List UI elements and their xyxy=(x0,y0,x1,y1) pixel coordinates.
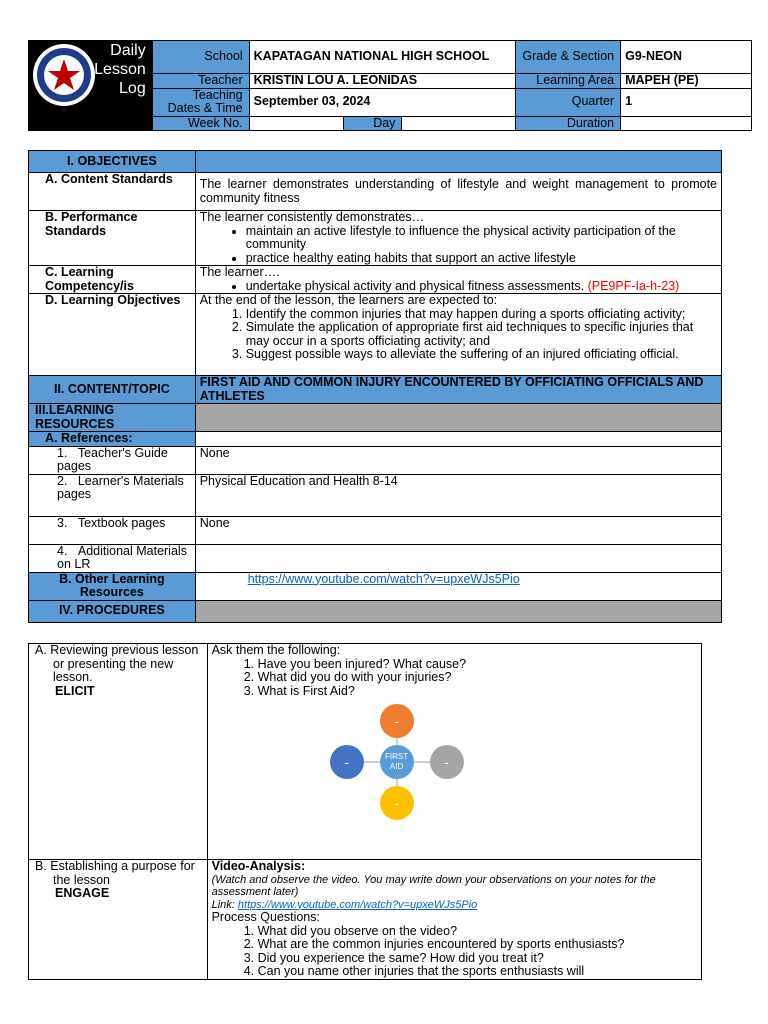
teachers-guide-value: None xyxy=(195,446,721,474)
list-item: 2. What did you do with your injuries? xyxy=(258,671,697,685)
list-item: • undertake physical activity and physical fitness assessments. (PE9PF-Ia-h-23) xyxy=(246,280,717,294)
content-topic-text: FIRST AID AND COMMON INJURY ENCOUNTERED BY OFFICIATING OFFICIALS AND ATHLETES xyxy=(195,376,721,404)
list-item: 1. Identify the common injuries that may happen during a sports officiating activity; xyxy=(246,308,717,322)
header-table xyxy=(28,40,752,131)
duration-value xyxy=(621,116,752,131)
teacher-value: KRISTIN LOU A. LEONIDAS xyxy=(249,74,516,89)
list-item: 3. What is First Aid? xyxy=(258,685,697,699)
dates-label: Teaching Dates & Time xyxy=(152,88,249,116)
competency-code: (PE9PF-Ia-h-23) xyxy=(587,278,680,293)
textbook-value: None xyxy=(195,516,721,544)
school-value: KAPATAGAN NATIONAL HIGH SCHOOL xyxy=(249,41,516,74)
day-label: Day xyxy=(344,116,402,131)
procedure-a-label: A. Reviewing previous lesson or presenting the new lesson. ELICIT xyxy=(29,644,208,860)
learning-objectives-text: At the end of the lesson, the learners are expected to: 1. Identify the common injuries that may happen during a sports officiating activity; 2. Simulate the application of appropriate first aid techniques to specific injuries that may occur in a sports officiating activity; and 3. Suggest possible ways to alleviate the suffering of an injured officiating official. xyxy=(195,294,721,376)
list-item: 3. Suggest possible ways to alleviate the suffering of an injured officiating official. xyxy=(246,348,717,362)
list-item: 1. Have you been injured? What cause? xyxy=(258,658,697,672)
learning-resources-label: III.LEARNING RESOURCES xyxy=(29,404,196,432)
other-resources-label: B. Other Learning Resources xyxy=(29,572,196,600)
first-aid-diagram xyxy=(212,704,697,814)
list-item: 2. Simulate the application of appropriate first aid techniques to specific injuries that may occur in a sports officiating activity; and xyxy=(246,321,717,348)
diagram-node-bottom: - xyxy=(380,786,414,820)
content-standards-text: The learner demonstrates understanding of lifestyle and weight management to promote community fitness xyxy=(195,173,721,211)
content-standards-label: A. Content Standards xyxy=(29,173,196,211)
day-value xyxy=(402,116,516,131)
area-value: MAPEH (PE) xyxy=(621,74,752,89)
textbook-label: 3. Textbook pages xyxy=(29,516,196,544)
engage-phase: ENGAGE xyxy=(55,886,110,900)
video-instructions: (Watch and observe the video. You may write down your observations on your notes for the assessment later) xyxy=(211,873,656,898)
list-item: 3. Did you experience the same? How did you treat it? xyxy=(258,952,697,966)
duration-label: Duration xyxy=(516,116,621,131)
quarter-label: Quarter xyxy=(516,88,621,116)
learners-materials-value: Physical Education and Health 8-14 xyxy=(195,474,721,516)
list-item: 2. What are the common injuries encountered by sports enthusiasts? xyxy=(258,938,697,952)
grade-label: Grade & Section xyxy=(516,41,621,74)
area-label: Learning Area xyxy=(516,74,621,89)
grade-value: G9-NEON xyxy=(621,41,752,74)
process-questions-label: Process Questions: xyxy=(211,910,320,924)
learning-objectives-label: D. Learning Objectives xyxy=(29,294,196,376)
diagram-node-center: FIRST AID xyxy=(380,745,414,779)
video-analysis-title: Video-Analysis: xyxy=(211,859,306,873)
procedures-heading: IV. PROCEDURES xyxy=(29,600,196,622)
dates-value: September 03, 2024 xyxy=(249,88,516,116)
content-topic-label: II. CONTENT/TOPIC xyxy=(29,376,196,404)
video-link-line: Link: https://www.youtube.com/watch?v=upxeWJs5Pio xyxy=(211,898,478,911)
deped-seal-icon xyxy=(32,43,96,107)
list-item: • practice healthy eating habits that support an active lifestyle xyxy=(246,252,717,266)
diagram-node-right: - xyxy=(430,745,464,779)
diagram-node-left: - xyxy=(330,745,364,779)
week-label: Week No. xyxy=(152,116,249,131)
list-item: 1. What did you observe on the video? xyxy=(258,925,697,939)
procedures-table xyxy=(28,643,702,980)
deped-logo-block xyxy=(29,41,153,117)
list-item: 4. Can you name other injuries that the sports enthusiasts will xyxy=(258,965,697,979)
performance-standards-label: B. Performance Standards xyxy=(29,211,196,266)
performance-standards-text: The learner consistently demonstrates… • maintain an active lifestyle to influence the physical activity participation of the community • practice healthy eating habits that support an active lifestyle xyxy=(195,211,721,266)
learners-materials-label: 2. Learner's Materials pages xyxy=(29,474,196,516)
list-item: • maintain an active lifestyle to influence the physical activity participation of the community xyxy=(246,225,717,252)
lesson-plan-table xyxy=(28,150,722,623)
week-value xyxy=(249,116,344,131)
additional-materials-label: 4. Additional Materials on LR xyxy=(29,544,196,572)
diagram-node-top: - xyxy=(380,704,414,738)
elicit-phase: ELICIT xyxy=(55,683,95,698)
references-label: A. References: xyxy=(29,432,196,447)
procedure-a-content: Ask them the following: 1. Have you been injured? What cause? 2. What did you do with your injuries? 3. What is First Aid? - - - - FIRST AID xyxy=(207,644,701,860)
procedure-b-content xyxy=(207,860,701,980)
teachers-guide-label: 1. Teacher's Guide pages xyxy=(29,446,196,474)
objectives-heading: I. OBJECTIVES xyxy=(29,151,196,173)
performance-list xyxy=(200,225,717,266)
daily-lesson-log-title: Daily Lesson Log xyxy=(94,42,146,97)
competency-label: C. Learning Competency/is xyxy=(29,266,196,294)
quarter-value: 1 xyxy=(621,88,752,116)
video-link[interactable]: https://www.youtube.com/watch?v=upxeWJs5Pio xyxy=(237,898,478,911)
procedure-b-label: B. Establishing a purpose for the lesson ENGAGE xyxy=(29,860,208,980)
youtube-link[interactable]: https://www.youtube.com/watch?v=upxeWJs5Pio xyxy=(247,571,520,586)
competency-text: The learner…. • undertake physical activity and physical fitness assessments. (PE9PF-Ia-h-23) xyxy=(195,266,721,294)
teacher-label: Teacher xyxy=(152,74,249,89)
additional-materials-value xyxy=(195,544,721,572)
school-label: School xyxy=(152,41,249,74)
